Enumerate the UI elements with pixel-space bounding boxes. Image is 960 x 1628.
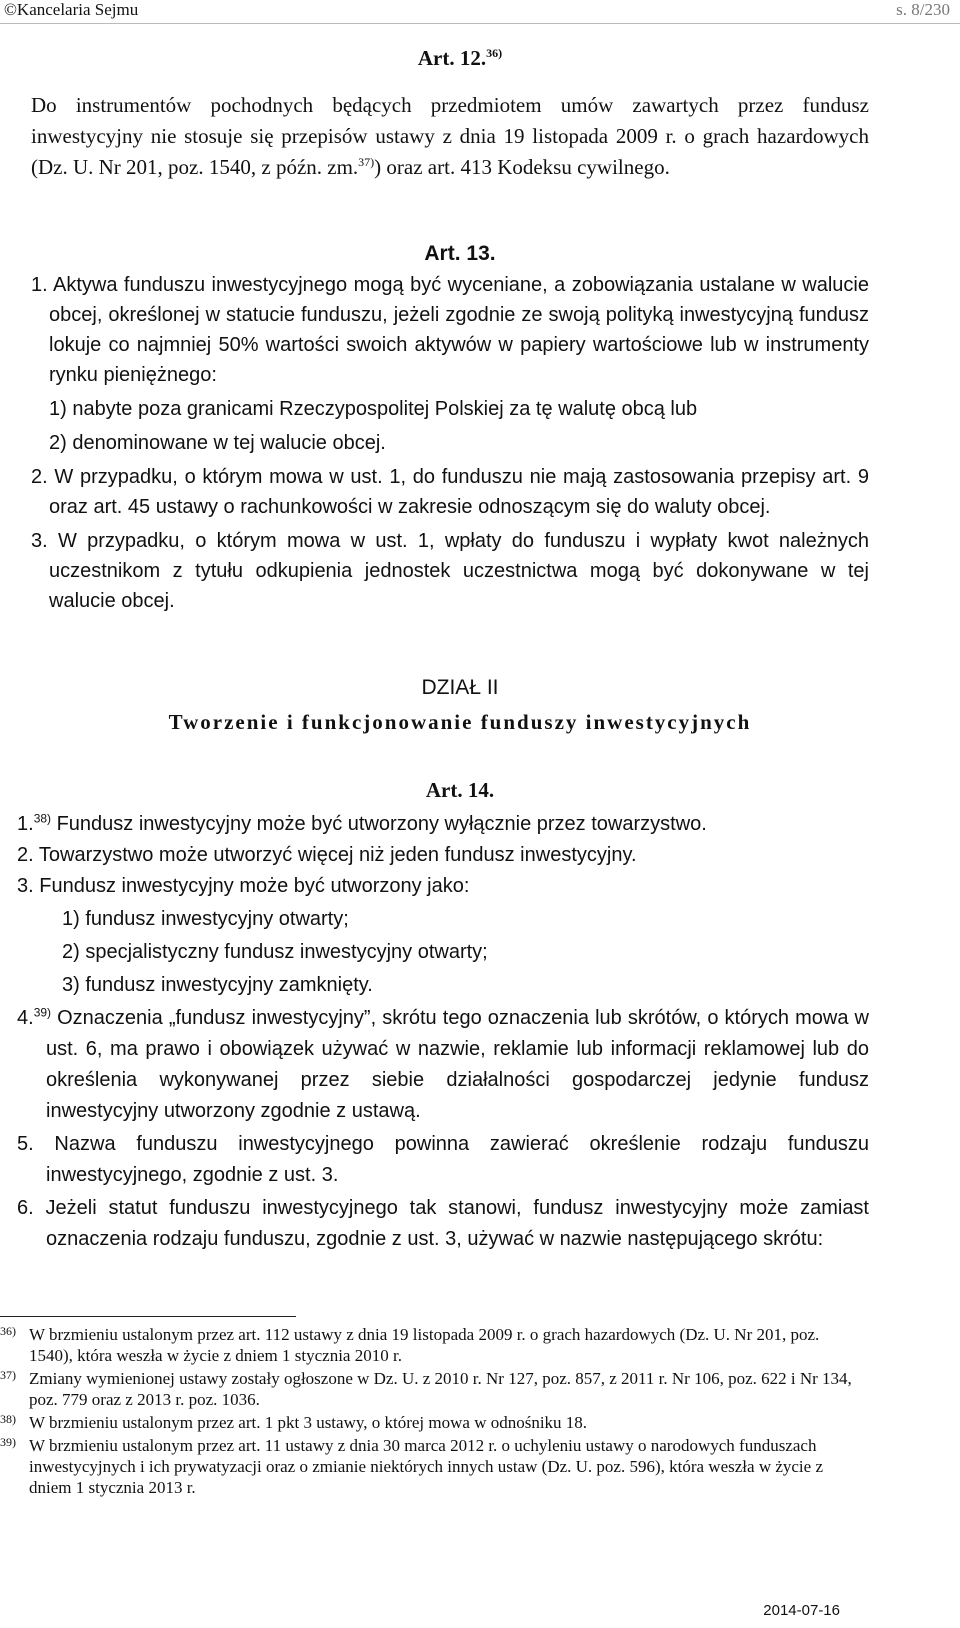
footnote-36: [0, 1324, 860, 1366]
footnote-ref-38[interactable]: 38): [33, 811, 52, 826]
footnote-text: W brzmieniu ustalonym przez art. 1 pkt 3 ustawy, o której mowa w odnośniku 18.: [29, 1413, 588, 1432]
header-divider: [0, 23, 960, 24]
division-title: Tworzenie i funkcjonowanie funduszy inwestycyjnych: [168, 710, 752, 734]
art-12-title: Art. 12.$^{36)}$: [417, 46, 503, 70]
footnote-ref-39[interactable]: 39): [33, 1005, 52, 1020]
art-13-body: [31, 270, 869, 616]
footnote-38: [0, 1412, 860, 1433]
art-14-point-1: 1) fundusz inwestycyjny otwarty;: [62, 908, 349, 930]
art-14-title: Art. 14.: [425, 778, 495, 802]
art-14-para-4: 4.$^{39)}$ Oznaczenia „fundusz inwestycyjny”, skrótu tego oznaczenia lub skrótów, o których mowa w ust. 6, ma prawo i obowiązek używać w nazwie, reklamie lub informacji reklamowej lub do określenia wykonywanej przez siebie działalności gospodarczej jedynie fundusz inwestycyjny utworzony zgodnie z ustawą.: [17, 1005, 869, 1122]
footnote-text: Zmiany wymienionej ustawy zostały ogłoszone w Dz. U. z 2010 r. Nr 127, poz. 857, z 2011 r. Nr 106, poz. 622 i Nr 134, poz. 779 oraz z 2013 r. poz. 1036.: [29, 1369, 852, 1409]
art-14-para-1: 1.$^{38)}$ Fundusz inwestycyjny może być utworzony wyłącznie przez towarzystwo.: [17, 811, 707, 835]
footnote-number: 38): [0, 1412, 16, 1426]
page-header: [0, 0, 960, 26]
art-13-point-1: 1) nabyte poza granicami Rzeczypospolitej Polskiej za tę walutę obcą lub: [49, 398, 698, 420]
art-13-para-2: 2. W przypadku, o którym mowa w ust. 1, do funduszu nie mają zastosowania przepisy art. 9 oraz art. 45 ustawy o rachunkowości w zakresie odnoszącym się do waluty obcej.: [31, 466, 869, 518]
footnote-text: W brzmieniu ustalonym przez art. 11 ustawy z dnia 30 marca 2012 r. o uchyleniu ustawy o narodowych funduszach inwestycyjnych i ich prywatyzacji oraz o zmianie niektórych innych ustaw (Dz. U. poz. 596), która weszła w życie z dniem 1 stycznia 2013 r.: [29, 1436, 823, 1497]
art-14-para-2: 2. Towarzystwo może utworzyć więcej niż jeden fundusz inwestycyjny.: [17, 844, 637, 866]
footnote-divider: [0, 1316, 296, 1317]
art-14-point-3: 3) fundusz inwestycyjny zamknięty.: [62, 974, 373, 996]
division-number: DZIAŁ II: [421, 676, 499, 699]
footnote-39: [0, 1435, 860, 1498]
footnote-number: 39): [0, 1435, 16, 1449]
footnote-number: 36): [0, 1324, 16, 1338]
art-14-point-2: 2) specjalistyczny fundusz inwestycyjny otwarty;: [62, 941, 488, 963]
art-14-para-5: 5. Nazwa funduszu inwestycyjnego powinna zawierać określenie rodzaju funduszu inwestycyjnego, zgodnie z ust. 3.: [17, 1133, 869, 1186]
art-13-para-1: 1. Aktywa funduszu inwestycyjnego mogą być wyceniane, a zobowiązania ustalane w walucie obcej, określonej w statucie funduszu, jeżeli zgodnie ze swoją polityką inwestycyjną fundusz lokuje co najmniej 50% wartości swoich aktywów w papiery wartościowe lub w instrumenty rynku pieniężnego:: [31, 274, 869, 386]
footer-date: 2014-07-16: [763, 1602, 840, 1619]
art-12-text: Do instrumentów pochodnych będących przedmiotem umów zawartych przez fundusz inwestycyjny nie stosuje się przepisów ustawy z dnia 19 listopada 2009 r. o grach hazardowych (Dz. U. Nr 201, poz. 1540, z późn. zm.$^{37)}$) oraz art. 413 Kodeksu cywilnego.: [31, 93, 869, 179]
art-13-point-2: 2) denominowane w tej walucie obcej.: [49, 432, 386, 454]
art-14-body: [0, 809, 869, 1255]
footnote-text: W brzmieniu ustalonym przez art. 112 ustawy z dnia 19 listopada 2009 r. o grach hazardowych (Dz. U. Nr 201, poz. 1540), która weszła w życie z dniem 1 stycznia 2010 r.: [29, 1325, 820, 1365]
page-number: s. 8/230: [896, 0, 950, 19]
footnote-number: 37): [0, 1368, 16, 1382]
footnotes: [0, 1324, 860, 1500]
footnote-ref-36[interactable]: 36): [486, 46, 503, 60]
art-13-title: Art. 13.: [424, 242, 496, 265]
art-14-para-6: 6. Jeżeli statut funduszu inwestycyjnego tak stanowi, fundusz inwestycyjny może zamiast oznaczenia rodzaju funduszu, zgodnie z ust. 3, używać w nazwie następującego skrótu:: [17, 1197, 869, 1250]
art-14-para-3: 3. Fundusz inwestycyjny może być utworzony jako:: [17, 875, 470, 897]
footnote-37: [0, 1368, 860, 1410]
art-13-para-3: 3. W przypadku, o którym mowa w ust. 1, wpłaty do funduszu i wypłaty kwot należnych uczestnikom z tytułu odkupienia jednostek uczestnictwa mogą być dokonywane w tej walucie obcej.: [31, 530, 869, 612]
footnote-ref-37[interactable]: 37): [358, 155, 375, 169]
header-source: ©Kancelaria Sejmu: [4, 0, 139, 19]
